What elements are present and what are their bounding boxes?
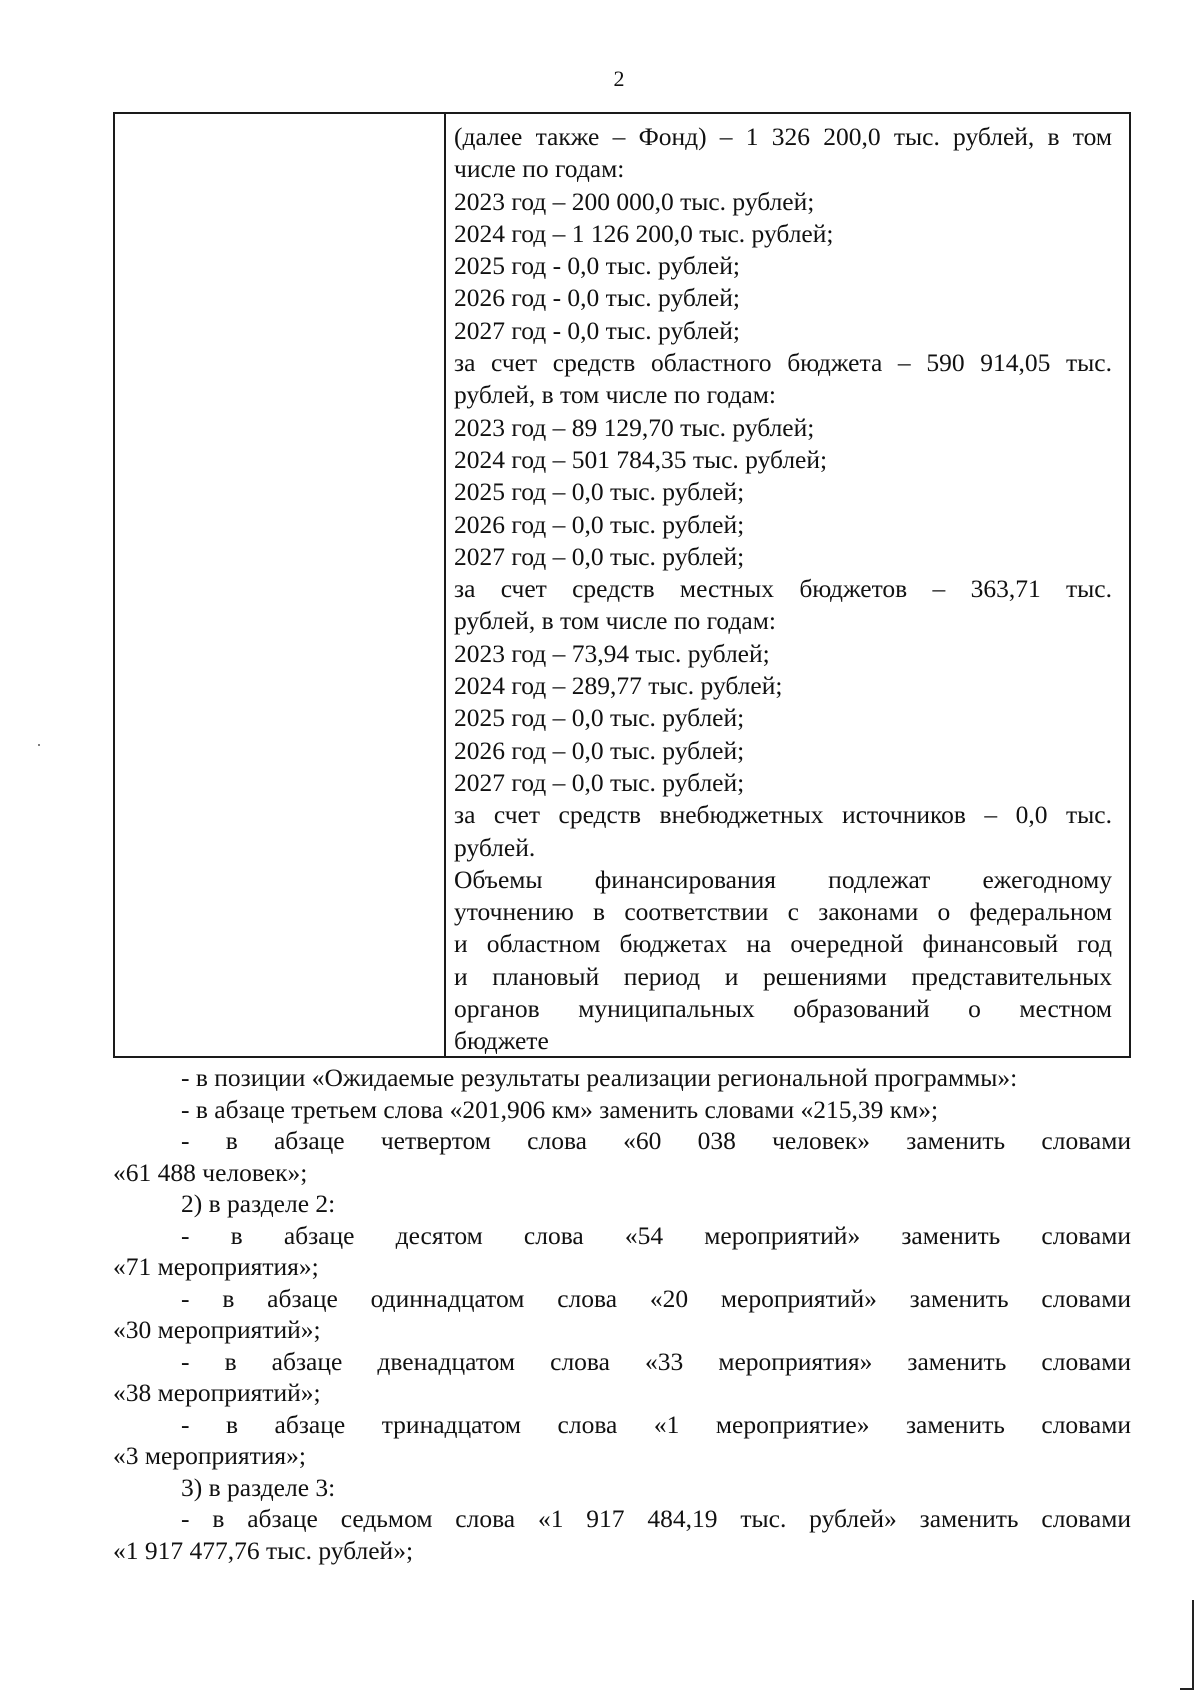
amendment-paragraph: - в позиции «Ожидаемые результаты реализации региональной программы»: <box>181 1063 1018 1092</box>
amendment-paragraph: «71 мероприятия»; <box>113 1252 319 1281</box>
table-line: 2025 год - 0,0 тыс. рублей; <box>454 251 740 281</box>
scan-artifact <box>38 744 40 746</box>
amendment-paragraph: - в абзаце четвертом слова «60 038 человек» заменить словами <box>181 1126 1131 1155</box>
table-line: за счет средств областного бюджета – 590 914,05 тыс. <box>454 348 1112 378</box>
table-line: за счет средств местных бюджетов – 363,71 тыс. <box>454 574 1112 604</box>
amendment-paragraph: «1 917 477,76 тыс. рублей»; <box>113 1535 414 1565</box>
table-line: 2024 год – 289,77 тыс. рублей; <box>454 671 783 701</box>
amendment-paragraph: «61 488 человек»; <box>113 1157 308 1187</box>
table-line: 2026 год - 0,0 тыс. рублей; <box>454 283 740 313</box>
amendment-paragraph: - в абзаце седьмом слова «1 917 484,19 тыс. рублей» заменить словами <box>181 1504 1131 1533</box>
table-line: 2024 год – 501 784,35 тыс. рублей; <box>454 444 828 474</box>
table-line: 2026 год – 0,0 тыс. рублей; <box>454 735 745 765</box>
table-line: рублей, в том числе по годам: <box>454 380 776 410</box>
table-column-divider <box>444 114 446 1056</box>
table-line: числе по годам: <box>454 154 625 184</box>
table-line: бюджете <box>454 1026 549 1056</box>
amendment-paragraph: «38 мероприятий»; <box>113 1378 321 1407</box>
binding-edge-mark <box>1192 1600 1194 1690</box>
amendment-paragraph: - в абзаце третьем слова «201,906 км» заменить словами «215,39 км»; <box>181 1094 939 1124</box>
table-line: и плановый период и решениями представительных <box>454 961 1112 991</box>
table-line: 2023 год – 89 129,70 тыс. рублей; <box>454 412 815 442</box>
table-line: за счет средств внебюджетных источников – 0,0 тыс. <box>454 800 1112 830</box>
table-line: уточнению в соответствии с законами о федеральном <box>454 897 1112 927</box>
table-line: 2024 год – 1 126 200,0 тыс. рублей; <box>454 218 834 248</box>
table-line: рублей. <box>454 832 536 862</box>
table-line: (далее также – Фонд) – 1 326 200,0 тыс. рублей, в том <box>454 122 1112 151</box>
amendment-text <box>113 1062 1131 1566</box>
binding-edge-mark <box>1180 1688 1194 1690</box>
funding-table <box>113 112 1131 1058</box>
amendment-paragraph: - в абзаце тринадцатом слова «1 мероприятие» заменить словами <box>181 1409 1131 1439</box>
table-line: 2023 год – 73,94 тыс. рублей; <box>454 638 770 668</box>
section-heading: 3) в разделе 3: <box>181 1472 336 1502</box>
table-line: рублей, в том числе по годам: <box>454 606 776 636</box>
table-line: 2025 год – 0,0 тыс. рублей; <box>454 477 745 507</box>
amendment-paragraph: - в абзаце одиннадцатом слова «20 мероприятий» заменить словами <box>181 1283 1131 1313</box>
amendment-paragraph: - в абзаце десятом слова «54 мероприятий» заменить словами <box>181 1220 1131 1250</box>
amendment-paragraph: «30 мероприятий»; <box>113 1315 321 1344</box>
table-line: органов муниципальных образований о местном <box>454 994 1112 1024</box>
section-heading: 2) в разделе 2: <box>181 1189 336 1218</box>
table-line: 2026 год – 0,0 тыс. рублей; <box>454 509 745 539</box>
table-line: 2027 год - 0,0 тыс. рублей; <box>454 315 740 345</box>
table-line: 2025 год – 0,0 тыс. рублей; <box>454 703 745 733</box>
table-line: Объемы финансирования подлежат ежегодному <box>454 864 1112 894</box>
table-line: и областном бюджетах на очередной финансовый год <box>454 929 1112 959</box>
table-line: 2027 год – 0,0 тыс. рублей; <box>454 767 745 797</box>
page-number: 2 <box>613 66 625 91</box>
table-line: 2027 год – 0,0 тыс. рублей; <box>454 541 745 571</box>
amendment-paragraph: «3 мероприятия»; <box>113 1441 306 1470</box>
amendment-paragraph: - в абзаце двенадцатом слова «33 мероприятия» заменить словами <box>181 1346 1131 1376</box>
table-line: 2023 год – 200 000,0 тыс. рублей; <box>454 186 815 216</box>
table-right-cell <box>454 121 1112 1058</box>
